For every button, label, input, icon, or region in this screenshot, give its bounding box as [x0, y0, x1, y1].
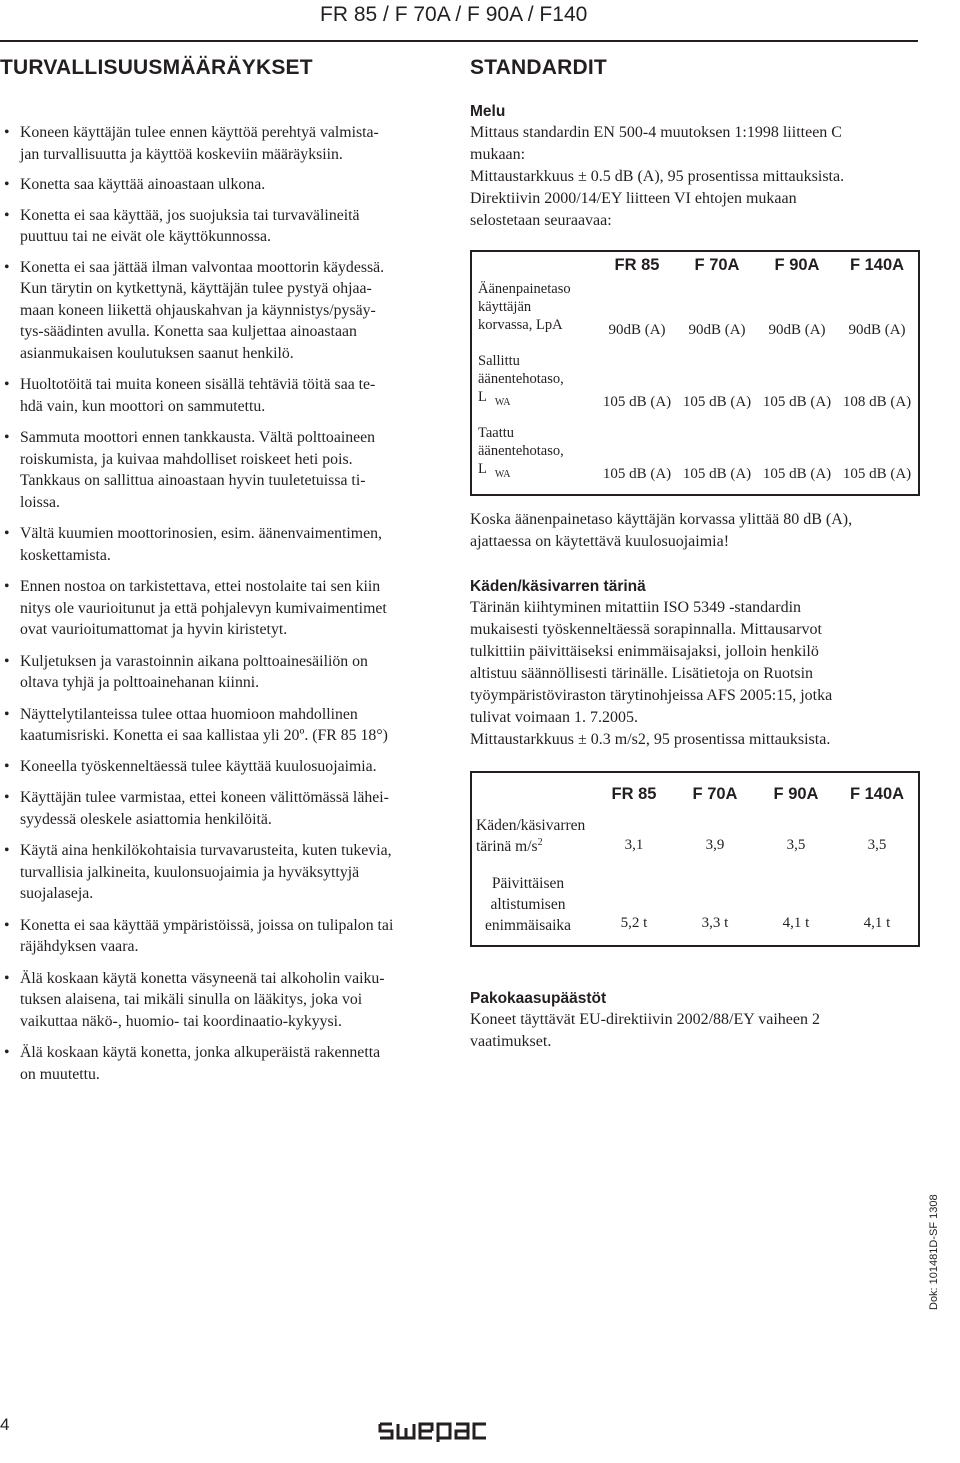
table-header-cell: F 90A [774, 256, 820, 274]
safety-rule-line: oltava tyhjä ja polttoainehanan kiinni. [20, 674, 260, 691]
safety-rule-item [0, 915, 455, 958]
table-header-cell: FR 85 [611, 785, 657, 803]
table-row-label-line: korvassa, LpA [478, 317, 563, 333]
safety-rule-line: Älä koskaan käytä konetta, jonka alkuperäistä rakennetta [20, 1044, 381, 1061]
safety-rule-line: loissa. [20, 493, 60, 511]
table-row-label-line: enimmäisaika [484, 917, 572, 934]
paragraph-line: selostetaan seuraavaa: [470, 212, 612, 229]
label-subscript: WA [494, 469, 511, 480]
bullet-dot: • [4, 376, 10, 393]
table-value-cell: 4,1 t [863, 915, 891, 931]
table-row-label-line: Käden/käsivarren [476, 817, 586, 834]
safety-rule-line: Käyttäjän tulee varmistaa, ettei koneen välittömässä lähei- [20, 789, 389, 806]
header-rule [0, 40, 918, 42]
swepac-logo [378, 1420, 496, 1447]
safety-rule-line: nitys ole vaurioitunut ja että pohjalevyn kumivaimentimet [20, 599, 387, 617]
table-value-cell: 105 dB (A) [602, 394, 672, 410]
safety-rules-list [0, 122, 455, 1085]
safety-rule-line: Konetta ei saa käyttää, jos suojuksia tai turvavälineitä [20, 206, 360, 224]
paragraph-line: altistuu säännöllisesti tärinälle. Lisätietoja on Ruotsin [470, 665, 814, 682]
table-value-cell: 105 dB (A) [762, 466, 832, 482]
safety-rule-line: Kuljetuksen ja varastoinnin aikana polttoainesäiliön on [20, 652, 368, 670]
safety-rule-item [0, 704, 455, 747]
exhaust-paragraph [470, 1009, 920, 1053]
safety-rule-item [0, 374, 455, 417]
table-value-cell: 105 dB (A) [762, 394, 832, 410]
safety-rule-line: Näyttelytilanteissa tulee ottaa huomioon mahdollinen [20, 705, 358, 723]
document-model-title: FR 85 / F 70A / F 90A / F140 [320, 3, 588, 26]
table-row-label-line: äänentehotaso, [478, 443, 564, 459]
table-row-label [476, 873, 580, 936]
bullet-dot: • [4, 1044, 10, 1061]
bullet-dot: • [4, 578, 10, 595]
bullet-dot: • [4, 206, 10, 224]
paragraph-line: Tärinän kiihtyminen mitattiin ISO 5349 -standardin [470, 599, 802, 616]
safety-rule-line: Huoltotöitä tai muita koneen sisällä tehtäviä töitä saa te- [20, 376, 376, 393]
paragraph-line: Direktiivin 2000/14/EY liitteen VI ehtojen mukaan [470, 190, 797, 207]
safety-rule-line: vaikuttaa näkö-, huomio- tai koordinaatio-kykyysi. [20, 1012, 343, 1030]
table-value-cell: 105 dB (A) [682, 394, 752, 410]
bullet-dot: • [4, 429, 10, 446]
bullet-dot: • [4, 124, 10, 141]
table-header-cell: F 70A [694, 256, 740, 274]
table-value-cell: 3,5 [786, 837, 806, 853]
table-value-cell: 90dB (A) [608, 322, 666, 338]
safety-rule-line: Vältä kuumien moottorinosien, esim. äänenvaimentimen, [20, 525, 382, 542]
bullet-dot: • [4, 969, 10, 987]
document-code: Dok: 101481D-SF 1308 [928, 1194, 940, 1310]
bullet-dot: • [4, 258, 10, 276]
safety-rule-item [0, 205, 455, 248]
table-value-cell: 108 dB (A) [842, 394, 912, 410]
safety-rule-line: Tankkaus on sallittua ainoastaan hyvin tuuletetuissa ti- [20, 472, 366, 489]
safety-rule-line: roiskumista, ja kuivaa mahdolliset roiskeet heti pois. [20, 450, 353, 468]
safety-rule-line: Koneella työskenneltäessä tulee käyttää kuulosuojaimia. [20, 757, 377, 775]
safety-rule-line: on muutettu. [20, 1065, 100, 1083]
safety-rule-line: tuksen alaisena, tai mikäli sinulla on lääkitys, joka voi [20, 991, 363, 1008]
paragraph-line: tulivat voimaan 1. 7.2005. [470, 709, 638, 726]
safety-rule-item [0, 523, 455, 566]
paragraph-line: tulkittiin päivittäiseksi enimmäisajaksi, jolloin henkilö [470, 643, 819, 660]
safety-rule-line: puuttuu tai ne eivät ole käyttökunnossa. [20, 228, 271, 245]
swepac-logo-mark [378, 1420, 496, 1442]
table-row-label-line: altistumisen [490, 896, 566, 913]
safety-rule-item [0, 174, 455, 196]
bullet-dot: • [4, 757, 10, 775]
table-value-cell: 105 dB (A) [842, 466, 912, 482]
paragraph-line: Mittaus standardin EN 500-4 muutoksen 1:1998 liitteen C [470, 124, 842, 141]
label-subscript: WA [494, 397, 511, 408]
safety-rule-item [0, 1042, 455, 1085]
safety-rule-line: jan turvallisuutta ja käyttöä koskeviin määräyksiin. [20, 145, 343, 163]
label-superscript: 2 [537, 837, 543, 848]
table-header-cell: F 140A [849, 785, 905, 803]
hearing-protection-note [470, 509, 920, 553]
safety-rule-line: Ennen nostoa on tarkistettava, ettei nostolaite tai sen kiin [20, 578, 381, 595]
table-value-cell: 90dB (A) [688, 322, 746, 338]
paragraph-line: Mittaustarkkuus ± 0.5 dB (A), 95 prosentissa mittauksista. [470, 168, 845, 185]
paragraph-line: mukaisesti työskenneltäessä sorapinnalla. Mittausarvot [470, 621, 822, 638]
safety-rule-item [0, 840, 455, 905]
table-row-label-line: käyttäjän [478, 299, 532, 315]
table-row-label-line: L $_{WA}$ [478, 461, 511, 480]
bullet-dot: • [4, 705, 10, 723]
safety-rule-item [0, 756, 455, 778]
safety-rule-line: ovat vaurioitumattomat ja hyvin kiristetyt. [20, 621, 288, 638]
paragraph-line: ajattaessa on käytettävä kuulosuojaimia! [470, 533, 730, 550]
table-row-label-line: Sallittu [478, 353, 520, 369]
table-row-label-line: Päivittäisen [491, 875, 565, 892]
table-row-label-line: L $_{WA}$ [478, 389, 511, 408]
safety-rule-line: Konetta ei saa käyttää ympäristöissä, joissa on tulipalon tai [20, 916, 394, 934]
table-header-cell: F 90A [773, 785, 819, 803]
safety-rule-line: hdä vain, kun moottori on sammutettu. [20, 397, 266, 415]
paragraph-line: työympäristöviraston tärytinohjeissa AFS 2005:15, jotka [470, 687, 833, 704]
safety-section [0, 56, 455, 1085]
table-value-cell: 90dB (A) [848, 322, 906, 338]
safety-rule-line: Sammuta moottori ennen tankkausta. Vältä polttoaineen [20, 429, 376, 446]
vibration-heading: Käden/käsivarren tärinä [470, 578, 646, 595]
paragraph-line: vaatimukset. [470, 1033, 552, 1050]
safety-rule-line: syydessä oleskele asiattomia henkilöitä. [20, 810, 272, 828]
table-value-cell: 3,1 [624, 837, 644, 853]
safety-rule-item [0, 787, 455, 830]
bullet-dot: • [4, 652, 10, 670]
safety-rule-line: koskettamista. [20, 546, 111, 564]
safety-rule-line: suojalaseja. [20, 885, 94, 902]
table-header-cell: F 70A [692, 785, 738, 803]
bullet-dot: • [4, 176, 10, 193]
bullet-dot: • [4, 789, 10, 806]
page-number: 4 [0, 1415, 10, 1434]
safety-rule-line: Konetta saa käyttää ainoastaan ulkona. [20, 176, 266, 193]
safety-section-title: TURVALLISUUSMÄÄRÄYKSET [0, 56, 313, 79]
table-value-cell: 3,5 [867, 837, 887, 853]
paragraph-line: mukaan: [470, 146, 526, 163]
safety-rule-item [0, 257, 455, 365]
table-value-cell: 5,2 t [620, 915, 648, 931]
paragraph-line: Mittaustarkkuus ± 0.3 m/s2, 95 prosentissa mittauksista. [470, 731, 831, 748]
bullet-dot: • [4, 525, 10, 542]
safety-rule-line: Konetta ei saa jättää ilman valvontaa moottorin käydessä. [20, 258, 385, 276]
safety-rule-item [0, 427, 455, 513]
table-value-cell: 4,1 t [782, 915, 810, 931]
safety-rule-line: Käytä aina henkilökohtaisia turvavarusteita, kuten tukevia, [20, 842, 392, 859]
safety-rule-item [0, 651, 455, 694]
table-row-label-line: tärinä $m/s^2$ [476, 837, 543, 855]
table-header-cell: F 140A [849, 256, 905, 274]
safety-rule-line: Älä koskaan käytä konetta väsyneenä tai alkoholin vaiku- [20, 969, 385, 987]
safety-rule-item [0, 576, 455, 641]
table-value-cell: 90dB (A) [768, 322, 826, 338]
table-header-cell: FR 85 [614, 256, 660, 274]
noise-heading: Melu [470, 103, 506, 120]
bullet-dot: • [4, 842, 10, 859]
table-row-label [478, 280, 598, 334]
safety-rule-line: Koneen käyttäjän tulee ennen käyttöä perehtyä valmista- [20, 124, 379, 141]
paragraph-line: Koska äänenpainetaso käyttäjän korvassa ylittää 80 dB (A), [470, 511, 853, 528]
safety-rule-item [0, 968, 455, 1033]
safety-rule-line: Kun tärytin on kytkettynä, käyttäjän tulee pystyä ohjaa- [20, 280, 372, 297]
table-row-label [476, 815, 596, 859]
table-row-label-line: Äänenpainetaso [478, 281, 571, 297]
standards-section [470, 56, 920, 1053]
safety-rule-line: maan koneen liikettä ohjauskahvan ja käynnistys/pysäy- [20, 301, 376, 319]
table-value-cell: 105 dB (A) [682, 466, 752, 482]
table-row-label [478, 424, 598, 480]
safety-rule-line: turvallisia jalkineita, kuulonsuojaimia ja hyväksyttyjä [20, 863, 360, 881]
safety-rule-line: tys-säädinten avulla. Konetta saa kuljettaa ainoastaan [20, 323, 357, 340]
table-value-cell: 105 dB (A) [602, 466, 672, 482]
standards-section-title: STANDARDIT [470, 56, 607, 79]
noise-table [470, 250, 920, 496]
noise-paragraph [470, 122, 920, 232]
safety-rule-line: kaatumisriski. Konetta ei saa kallistaa yli 20º. (FR 85 18°) [20, 727, 388, 744]
table-value-cell: 3,9 [705, 837, 725, 853]
vibration-table [470, 771, 920, 947]
table-value-cell: 3,3 t [701, 915, 729, 931]
bullet-dot: • [4, 916, 10, 934]
table-row-label-line: Taattu [478, 425, 515, 441]
safety-rule-item [0, 122, 455, 165]
safety-rule-line: asianmukaisen koulutuksen saanut henkilö. [20, 344, 294, 362]
exhaust-heading: Pakokaasupäästöt [470, 990, 607, 1007]
table-row-label [478, 352, 598, 408]
paragraph-line: Koneet täyttävät EU-direktiivin 2002/88/EY vaiheen 2 [470, 1011, 820, 1028]
table-row-label-line: äänentehotaso, [478, 371, 564, 387]
safety-rule-line: räjähdyksen vaara. [20, 938, 139, 955]
vibration-paragraph [470, 597, 920, 751]
